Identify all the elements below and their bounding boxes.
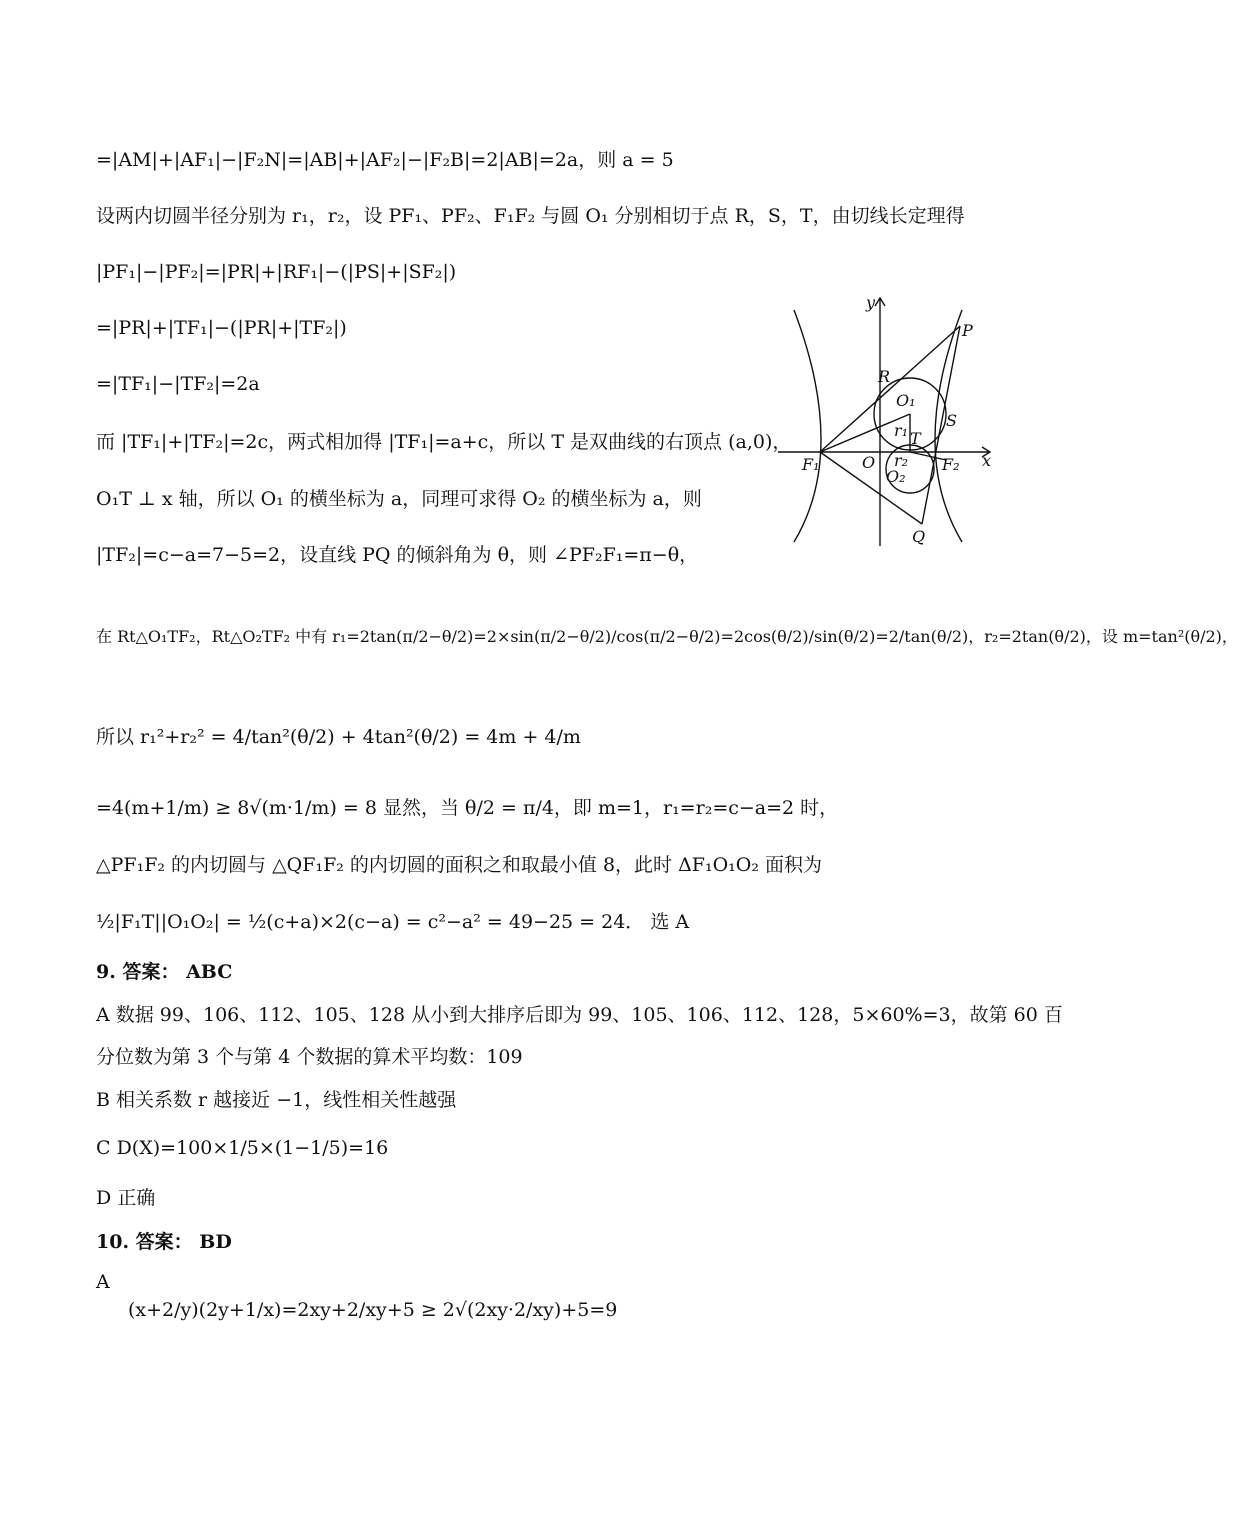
hyperbola-left-branch xyxy=(794,310,821,542)
line-8: |TF₂|=c−a=7−5=2，设直线 PQ 的倾斜角为 θ，则 ∠PF₂F₁=π−θ， xyxy=(96,544,699,566)
line-15: A 数据 99、106、112、105、128 从小到大排序后即为 99、105、106、112、128，5×60%=3，故第 60 百 xyxy=(96,1004,1063,1026)
line-6: 而 |TF₁|+|TF₂|=2c，两式相加得 |TF₁|=a+c，所以 T 是双曲线的右顶点 (a,0)， xyxy=(96,431,792,453)
line-2: 设两内切圆半径分别为 r₁，r₂，设 PF₁、PF₂、F₁F₂ 与圆 O₁ 分别相切于点 R，S，T，由切线长定理得 xyxy=(96,205,965,227)
answer-9-heading: 9. 答案： ABC xyxy=(96,961,233,983)
line-11: =4(m+1/m) ≥ 8√(m·1/m) = 8 显然，当 θ/2 = π/4，即 m=1，r₁=r₂=c−a=2 时， xyxy=(96,797,839,819)
line-10: 所以 r₁²+r₂² = 4/tan²(θ/2) + 4tan²(θ/2) = 4m + 4/m xyxy=(96,726,581,748)
label-o: O xyxy=(862,453,876,472)
line-21: A xyxy=(96,1271,110,1293)
label-p: P xyxy=(962,321,973,340)
label-y: y xyxy=(866,293,876,312)
line-19: D 正确 xyxy=(96,1187,156,1209)
line-3: |PF₁|−|PF₂|=|PR|+|RF₁|−(|PS|+|SF₂|) xyxy=(96,261,457,283)
line-17: B 相关系数 r 越接近 −1，线性相关性越强 xyxy=(96,1089,457,1111)
line-9: 在 Rt△O₁TF₂，Rt△O₂TF₂ 中有 r₁=2tan(π/2−θ/2)=2×sin(π/2−θ/2)/cos(π/2−θ/2)=2cos(θ/2)/sin(θ/2)=2/tan(θ/2)，r₂=2tan(θ/2)，设 m=tan²(θ/2)， xyxy=(96,627,1238,646)
label-s: S xyxy=(946,411,957,430)
label-x: x xyxy=(982,451,992,470)
label-f1: F₁ xyxy=(802,455,820,474)
label-o1: O₁ xyxy=(896,391,916,410)
label-r2: r₂ xyxy=(894,451,909,470)
line-12: △PF₁F₂ 的内切圆与 △QF₁F₂ 的内切圆的面积之和取最小值 8，此时 ΔF₁O₁O₂ 面积为 xyxy=(96,854,823,876)
line-13: ½|F₁T||O₁O₂| = ½(c+a)×2(c−a) = c²−a² = 49−25 = 24． 选 A xyxy=(96,911,690,933)
line-1: =|AM|+|AF₁|−|F₂N|=|AB|+|AF₂|−|F₂B|=2|AB|=2a，则 a = 5 xyxy=(96,149,674,171)
label-q: Q xyxy=(912,527,926,546)
hyperbola-figure xyxy=(776,292,998,548)
label-r: R xyxy=(878,367,891,386)
label-f2: F₂ xyxy=(942,455,960,474)
label-r1: r₁ xyxy=(894,421,909,440)
label-o2: O₂ xyxy=(886,467,906,486)
label-t: T xyxy=(910,429,921,448)
line-4: =|PR|+|TF₁|−(|PR|+|TF₂|) xyxy=(96,317,347,339)
line-5: =|TF₁|−|TF₂|=2a xyxy=(96,373,260,395)
line-22: (x+2/y)(2y+1/x)=2xy+2/xy+5 ≥ 2√(2xy·2/xy)+5=9 xyxy=(128,1299,618,1321)
line-16: 分位数为第 3 个与第 4 个数据的算术平均数：109 xyxy=(96,1046,523,1068)
answer-10-heading: 10. 答案： BD xyxy=(96,1231,232,1253)
line-7: O₁T ⊥ x 轴，所以 O₁ 的横坐标为 a，同理可求得 O₂ 的横坐标为 a，则 xyxy=(96,488,702,510)
line-18: C D(X)=100×1/5×(1−1/5)=16 xyxy=(96,1137,389,1159)
